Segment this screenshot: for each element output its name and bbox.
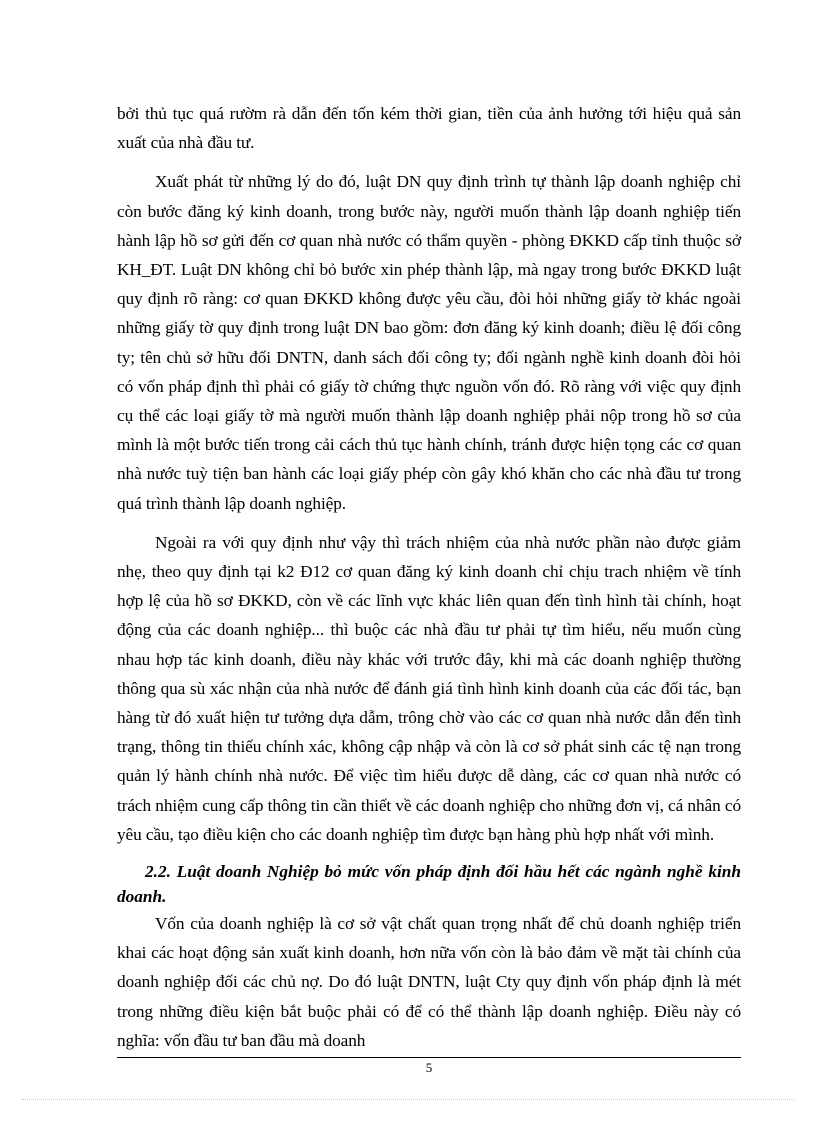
paragraph-state-responsibility: Ngoài ra với quy định như vậy thì trách nhiệm của nhà nước phần nào được giảm nhẹ, theo quy định tại k2 Đ12 cơ quan đăng ký kinh doanh chỉ chịu trach nhiệm về tính hợp lệ của hồ sơ ĐKKD, còn về các lĩnh vực khác liên quan đến tình hình tài chính, hoạt động của các doanh nghiệp... thì buộc các nhà đầu tư phải tự tìm hiểu, nếu muốn cùng nhau hợp tác kinh doanh, điều này khác với trước đây, khi mà các doanh nghiệp thường thông qua sù xác nhận của nhà nước để đánh giá tình hình kinh doanh của các đối tác, bạn hàng từ đó xuất hiện tư tưởng dựa dẫm, trông chờ vào các cơ quan nhà nước dẫn đến tình trạng, thông tin thiếu chính xác, không cập nhập và còn là cơ sở phát sinh các tệ nạn trong quản lý hành chính nhà nước. Để việc tìm hiểu được dễ dàng, các cơ quan nhà nước có trách nhiệm cung cấp thông tin cần thiết về các doanh nghiệp cho những đơn vị, cá nhân có yêu cầu, tạo điều kiện cho các doanh nghiệp tìm được bạn hàng phù hợp nhất với mình.	[117, 532, 741, 844]
paragraph-registration-procedure: Xuất phát từ những lý do đó, luật DN quy định trình tự thành lập doanh nghiệp chỉ còn bước đăng ký kinh doanh, trong bước này, người muốn thành lập doanh nghiệp tiến hành lập hồ sơ gửi đến cơ quan nhà nước có thẩm quyền - phòng ĐKKD cấp tỉnh thuộc sở KH_ĐT. Luật DN không chỉ bỏ bước xin phép thành lập, mà ngay trong bước ĐKKD luật quy định rõ ràng: cơ quan ĐKKD không được yêu cầu, đòi hỏi những giấy tờ khác ngoài những giấy tờ quy định trong luật DN bao gồm: đơn đăng ký kinh doanh; điều lệ đối công ty; tên chủ sở hữu đối DNTN, danh sách đối công ty; đối ngành nghề kinh doanh đòi hỏi có vốn pháp định thì phải có giấy tờ chứng thực nguồn vốn đó. Rõ ràng với việc quy định cụ thể các loại giấy tờ mà người muốn thành lập doanh nghiệp phải nộp trong hồ sơ của mình là một bước tiến trong cải cách thủ tục hành chính, tránh được hiện tọng các cơ quan nhà nước tuỳ tiện ban hành các loại giấy phép còn gây khó khăn cho các nhà đầu tư trong quá trình thành lập doanh nghiệp.	[117, 172, 741, 513]
page-body	[117, 99, 741, 1065]
footer-divider	[117, 1057, 741, 1058]
paragraph-continuation: bởi thủ tục quá rườm rà dẫn đến tốn kém thời gian, tiền của ảnh hưởng tới hiệu quả sản xuất của nhà đầu tư.	[117, 104, 741, 153]
page-number: 5	[425, 1060, 433, 1075]
page-bottom-edge	[22, 1099, 794, 1100]
paragraph-capital: Vốn của doanh nghiệp là cơ sở vật chất quan trọng nhất để chủ doanh nghiệp triển khai các hoạt động sản xuất kinh doanh, hơn nữa vốn còn là bảo đảm về mặt tài chính của doanh nghiệp đối các chủ nợ. Do đó luật DNTN, luật Cty quy định vốn pháp định là mét trong những điều kiện bắt buộc phải có để có thể thành lập doanh nghiệp. Điều này có nghĩa: vốn đầu tư ban đầu mà doanh	[117, 914, 741, 1050]
section-heading: 2.2. Luật doanh Nghiệp bỏ mức vốn pháp định đối hầu hết các ngành nghề kinh doanh.	[117, 862, 741, 907]
